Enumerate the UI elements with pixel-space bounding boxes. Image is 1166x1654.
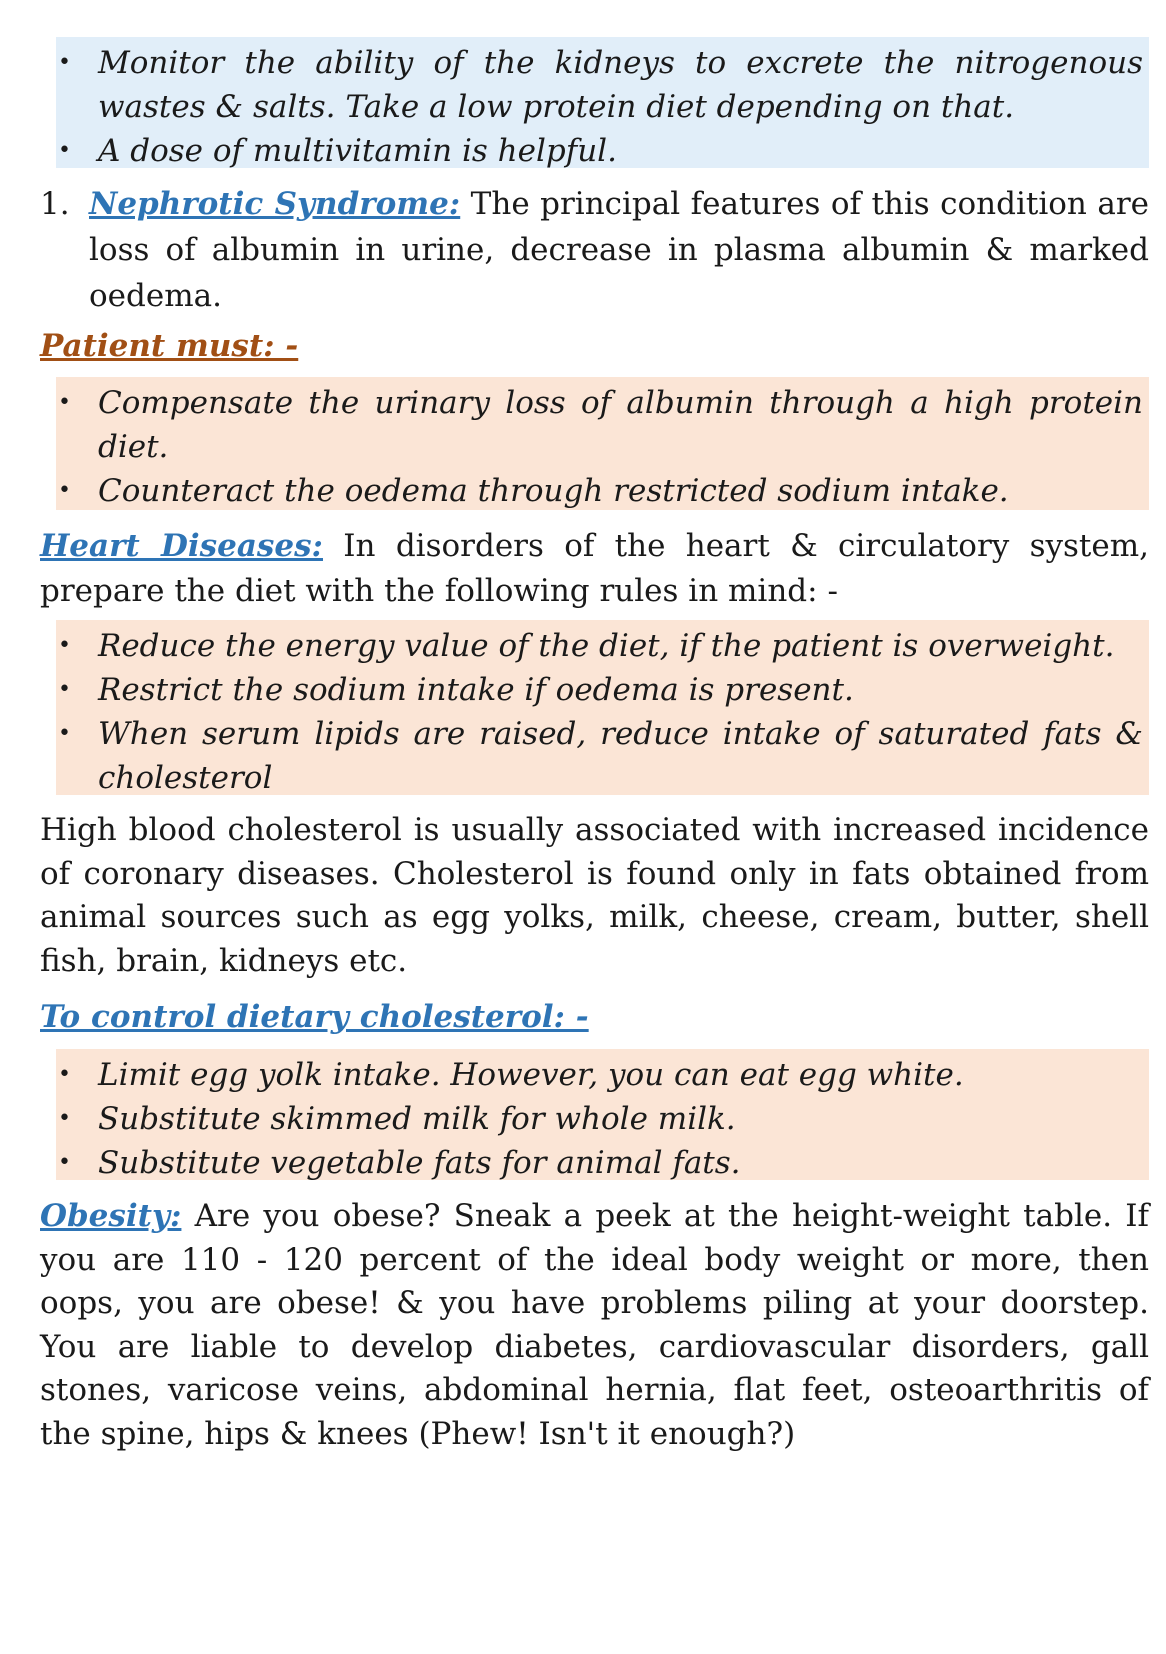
list-item: • Limit egg yolk intake. However, you can eat egg white. (56, 1053, 1143, 1097)
list-item: • Monitor the ability of the kidneys to excrete the nitrogenous wastes & salts. Take a low protein diet depending on that. (56, 41, 1143, 129)
cholesterol-paragraph: High blood cholesterol is usually associated with increased incidence of coronary diseases. Cholesterol is found only in fats obtained from animal sources such as egg yolks, milk, cheese, cream, butter, shell fish, brain, kidneys etc. (40, 812, 1149, 979)
patient-must-box (56, 377, 1149, 510)
patient-must-list (56, 377, 1149, 513)
nephrotic-heading: Nephrotic Syndrome: (89, 186, 461, 222)
heart-rules-box (56, 620, 1149, 795)
obesity-text: Are you obese? Sneak a peek at the height-weight table. If you are 110 - 120 percent of the ideal body weight or more, then oops, you are obese! & you have problems piling at your doorstep. You are liable to develop diabetes, cardiovascular disorders, gall stones, varicose veins, abdominal hernia, flat feet, osteoarthritis of the spine, hips & knees (Phew! Isn't it enough?) (40, 1198, 1149, 1452)
list-item: • Substitute vegetable fats for animal fats. (56, 1141, 1143, 1185)
kidney-advice-list (56, 37, 1149, 173)
nephrotic-text: The principal features of this condition are loss of albumin in urine, decrease in plasma albumin & marked oedema. (89, 186, 1149, 314)
list-item: • Compensate the urinary loss of albumin through a high protein diet. (56, 381, 1143, 469)
control-cholesterol-box (56, 1049, 1149, 1180)
nephrotic-paragraph (89, 181, 1149, 319)
kidney-advice-box (56, 37, 1149, 168)
obesity-heading: Obesity: (40, 1198, 182, 1234)
list-item: • Reduce the energy value of the diet, if the patient is overweight. (56, 624, 1143, 668)
heart-diseases-text: In disorders of the heart & circulatory system, prepare the diet with the following rules in mind: - (40, 528, 1149, 609)
control-cholesterol-heading: To control dietary cholesterol: - (40, 999, 589, 1035)
control-cholesterol-list (56, 1049, 1149, 1185)
nephrotic-syndrome-item (40, 181, 1149, 319)
item-number: 1. (40, 186, 70, 222)
list-item: • Restrict the sodium intake if oedema is present. (56, 668, 1143, 712)
heart-diseases-paragraph (40, 524, 1149, 614)
list-item: • Counteract the oedema through restricted sodium intake. (56, 469, 1143, 513)
list-item: • When serum lipids are raised, reduce intake of saturated fats & cholesterol (56, 712, 1143, 800)
patient-must-heading: Patient must: - (40, 328, 299, 364)
heart-diseases-heading: Heart Diseases: (40, 528, 323, 564)
list-item: • A dose of multivitamin is helpful. (56, 129, 1143, 173)
list-item: • Substitute skimmed milk for whole milk. (56, 1097, 1143, 1141)
heart-rules-list (56, 620, 1149, 800)
obesity-paragraph (40, 1195, 1149, 1456)
